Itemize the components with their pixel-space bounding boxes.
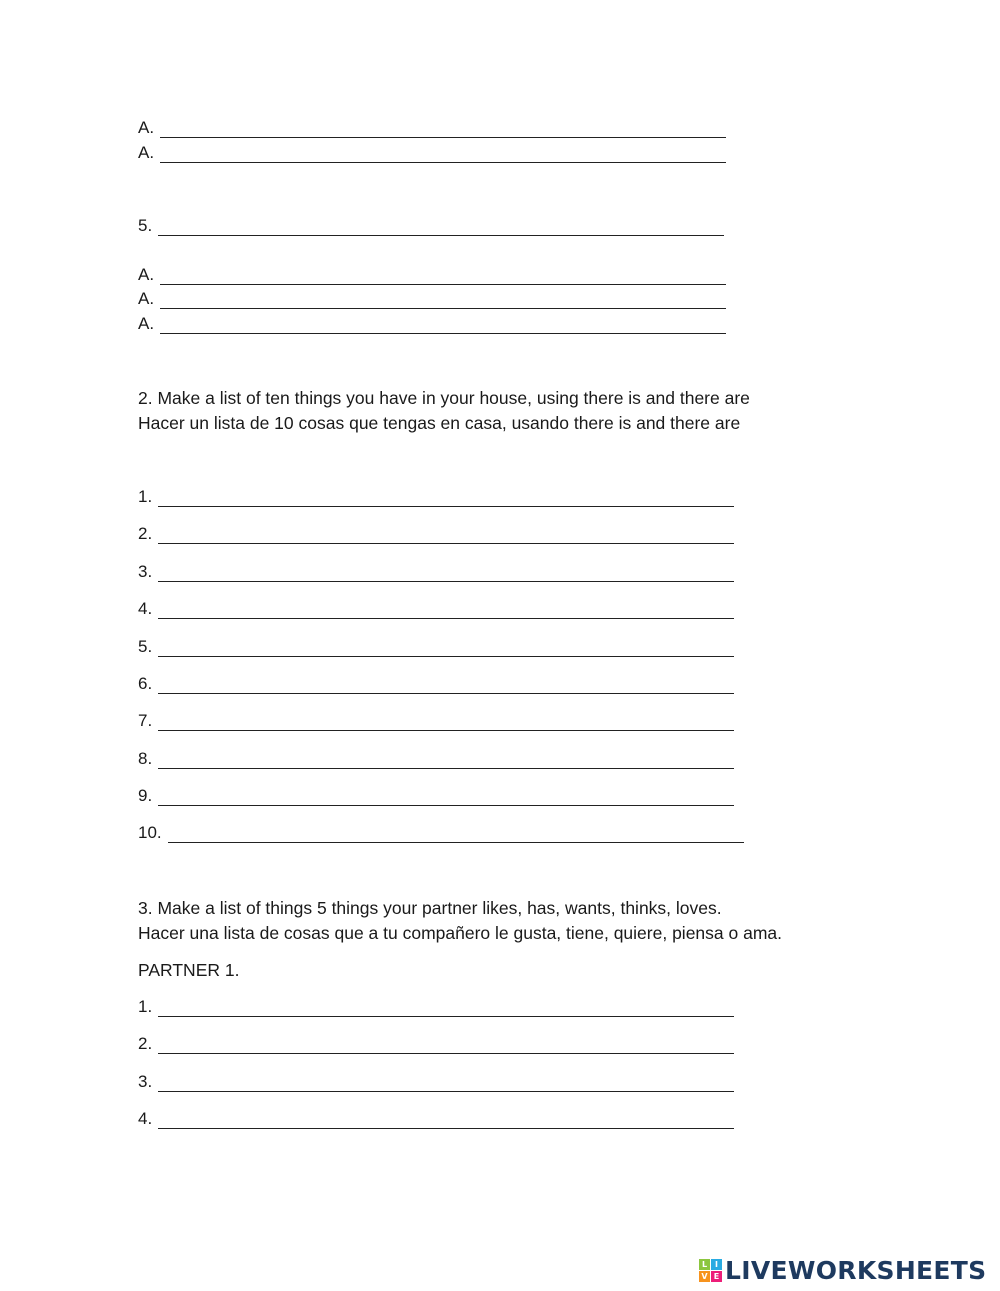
answer-line[interactable] bbox=[138, 314, 726, 334]
question-3-instruction bbox=[138, 896, 782, 946]
item-number: 1. bbox=[138, 487, 153, 506]
item-number: 2. bbox=[138, 524, 153, 543]
answer-blank[interactable] bbox=[158, 642, 734, 657]
answer-blank[interactable] bbox=[158, 529, 734, 544]
question-2-line[interactable] bbox=[138, 674, 734, 694]
answer-blank[interactable] bbox=[160, 148, 726, 163]
item-number: 2. bbox=[138, 1034, 153, 1053]
item-number: 9. bbox=[138, 786, 153, 805]
answer-label: A. bbox=[138, 265, 155, 284]
item-number: 4. bbox=[138, 599, 153, 618]
answer-blank[interactable] bbox=[158, 567, 734, 582]
question-2-line[interactable] bbox=[138, 711, 734, 731]
item-number: 1. bbox=[138, 997, 153, 1016]
answer-blank[interactable] bbox=[160, 294, 726, 309]
item-number: 3. bbox=[138, 1072, 153, 1091]
logo-block: E bbox=[711, 1271, 722, 1282]
question-2-english: 2. Make a list of ten things you have in your house, using there is and there are bbox=[138, 388, 750, 408]
answer-label: A. bbox=[138, 143, 155, 162]
question-3-line[interactable] bbox=[138, 997, 734, 1017]
answer-blank[interactable] bbox=[158, 221, 724, 236]
answer-blank[interactable] bbox=[158, 1039, 734, 1054]
answer-label: A. bbox=[138, 314, 155, 333]
answer-blank[interactable] bbox=[158, 604, 734, 619]
logo-wordmark: LIVEWORKSHEETS bbox=[725, 1256, 987, 1285]
answer-label: A. bbox=[138, 289, 155, 308]
answer-label: A. bbox=[138, 118, 155, 137]
answer-blank[interactable] bbox=[160, 123, 726, 138]
answer-line[interactable] bbox=[138, 289, 726, 309]
answer-line[interactable] bbox=[138, 216, 724, 236]
question-3-spanish: Hacer una lista de cosas que a tu compañero le gusta, tiene, quiere, piensa o ama. bbox=[138, 923, 783, 943]
logo-blocks-icon bbox=[699, 1259, 722, 1282]
question-3-line[interactable] bbox=[138, 1109, 734, 1129]
question-2-line[interactable] bbox=[138, 823, 744, 843]
item-number: 7. bbox=[138, 711, 153, 730]
answer-blank[interactable] bbox=[158, 1002, 734, 1017]
item-number: 4. bbox=[138, 1109, 153, 1128]
question-2-line[interactable] bbox=[138, 749, 734, 769]
question-2-spanish: Hacer un lista de 10 cosas que tengas en casa, usando there is and there are bbox=[138, 413, 741, 433]
question-2-instruction bbox=[138, 386, 750, 436]
answer-blank[interactable] bbox=[160, 270, 726, 285]
logo-block: L bbox=[699, 1259, 710, 1270]
liveworksheets-logo bbox=[699, 1256, 986, 1285]
item-number: 10. bbox=[138, 823, 162, 842]
answer-blank[interactable] bbox=[158, 716, 734, 731]
question-3-english: 3. Make a list of things 5 things your partner likes, has, wants, thinks, loves. bbox=[138, 898, 722, 918]
answer-line[interactable] bbox=[138, 118, 726, 138]
question-2-line[interactable] bbox=[138, 487, 734, 507]
question-2-line[interactable] bbox=[138, 562, 734, 582]
item-number: 8. bbox=[138, 749, 153, 768]
question-2-line[interactable] bbox=[138, 637, 734, 657]
partner-label: PARTNER 1. bbox=[138, 960, 240, 980]
answer-blank[interactable] bbox=[158, 492, 734, 507]
logo-block: V bbox=[699, 1271, 710, 1282]
answer-blank[interactable] bbox=[158, 1077, 734, 1092]
item-number: 5. bbox=[138, 637, 153, 656]
answer-blank[interactable] bbox=[158, 754, 734, 769]
answer-line[interactable] bbox=[138, 265, 726, 285]
question-3-line[interactable] bbox=[138, 1072, 734, 1092]
question-2-line[interactable] bbox=[138, 524, 734, 544]
answer-label: 5. bbox=[138, 216, 153, 235]
answer-blank[interactable] bbox=[158, 679, 734, 694]
item-number: 3. bbox=[138, 562, 153, 581]
item-number: 6. bbox=[138, 674, 153, 693]
question-2-line[interactable] bbox=[138, 786, 734, 806]
logo-block: I bbox=[711, 1259, 722, 1270]
answer-blank[interactable] bbox=[158, 1114, 734, 1129]
answer-blank[interactable] bbox=[160, 319, 726, 334]
question-3-line[interactable] bbox=[138, 1034, 734, 1054]
answer-line[interactable] bbox=[138, 143, 726, 163]
answer-blank[interactable] bbox=[168, 828, 744, 843]
answer-blank[interactable] bbox=[158, 791, 734, 806]
question-2-line[interactable] bbox=[138, 599, 734, 619]
